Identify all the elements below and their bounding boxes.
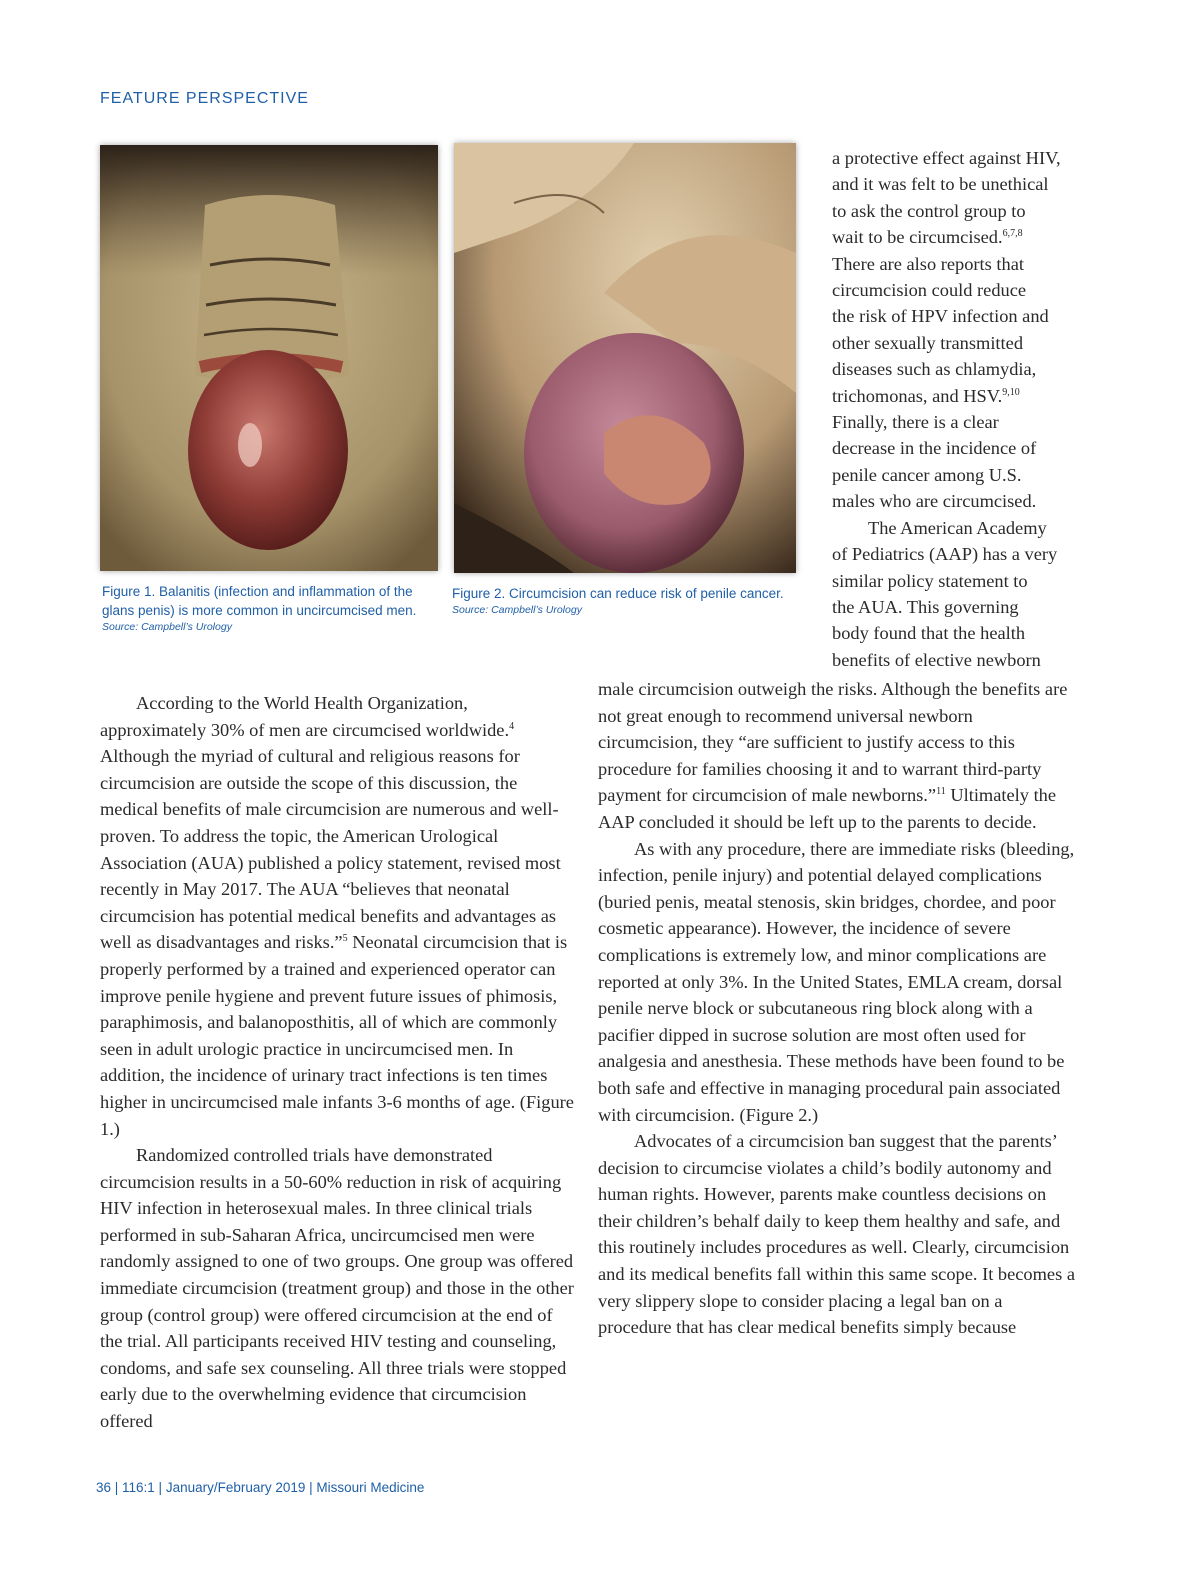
text-line: other sexually transmitted <box>832 332 1024 353</box>
text-line: There are also reports that <box>832 253 1024 274</box>
right-column <box>598 676 1076 1341</box>
text-line: of Pediatrics (AAP) has a very <box>832 544 1058 565</box>
page-footer: 36 | 116:1 | January/February 2019 | Missouri Medicine <box>96 1480 425 1495</box>
citation: 6,7,8 <box>1002 228 1023 240</box>
citation: 11 <box>936 786 946 798</box>
paragraph: Advocates of a circumcision ban suggest that the parents’ decision to circumcise violates a child’s bodily autonomy and human rights. However, parents make countless decisions on their children’s behalf daily to keep them healthy and safe, and this routinely includes procedures as well. Clearly, circumcision and its medical benefits fall within this same scope. It becomes a very slippery slope to consider placing a legal ban on a procedure that has clear medical benefits simply because <box>598 1131 1075 1338</box>
text-span: Ultimately the AAP concluded it should be left up to the parents to decide. <box>598 785 1057 832</box>
section-header: FEATURE PERSPECTIVE <box>100 90 309 107</box>
text-line: males who are circumcised. <box>832 491 1037 512</box>
text-line: diseases such as chlamydia, <box>832 359 1037 380</box>
text-line: benefits of elective newborn <box>832 649 1041 670</box>
text-line: body found that the health <box>832 623 1026 644</box>
text-span: According to the World Health Organization, approximately 30% of men are circumcised worldwide. <box>100 693 510 740</box>
figure-1-source: Source: Campbell’s Urology <box>102 621 232 633</box>
text-span: trichomonas, and HSV. <box>832 385 1003 406</box>
text-line: decrease in the incidence of <box>832 438 1037 459</box>
paragraph <box>100 690 576 1142</box>
citation: 4 <box>509 720 515 732</box>
paragraph <box>598 676 1076 836</box>
text-line: the AUA. This governing <box>832 596 1019 617</box>
text-span: Although the myriad of cultural and religious reasons for circumcision are outside the scope of this discussion, the medical benefits of male circumcision are numerous and well-proven. To address the topic, the American Urological Association (AUA) published a policy statement, revised most recently in May 2017. The AUA “believes that neonatal circumcision has potential medical benefits and advantages as well as disadvantages and risks.” <box>100 746 561 953</box>
paragraph: As with any procedure, there are immediate risks (bleeding, infection, penile injury) and potential delayed complications (buried penis, meatal stenosis, skin bridges, chordee, and poor cosmetic appearance). However, the incidence of severe complications is extremely low, and minor complications are reported at only 3%. In the United States, EMLA cream, dorsal penile nerve block or subcutaneous ring block along with a pacifier dipped in sucrose solution are most often used for analgesia and anesthesia. These methods have been found to be both safe and effective in managing procedural pain associated with circumcision. (Figure 2.) <box>598 838 1075 1125</box>
text-line: Finally, there is a clear <box>832 412 999 433</box>
text-span: wait to be circumcised. <box>832 227 1003 248</box>
text-line: circumcision could reduce <box>832 280 1027 301</box>
right-top-column <box>832 145 1082 673</box>
text-line: to ask the control group to <box>832 200 1026 221</box>
text-line: a protective effect against HIV, <box>832 148 1061 168</box>
figure-2-caption: Figure 2. Circumcision can reduce risk of penile cancer. <box>452 586 784 601</box>
text-span: male circumcision outweigh the risks. Although the benefits are not great enough to recommend universal newborn circumcision, they “are sufficient to justify access to this procedure for families choosing it and to warrant third-party payment for circumcision of male newborns.” <box>598 679 1068 806</box>
text-line <box>832 383 1082 409</box>
figure-2-source: Source: Campbell’s Urology <box>452 604 582 616</box>
text-span: Neonatal circumcision that is properly performed by a trained and experienced operator can improve penile hygiene and prevent future issues of phimosis, paraphimosis, and balanoposthitis, all of which are commonly seen in adult urologic practice in uncircumcised men. In addition, the incidence of urinary tract infections is ten times higher in uncircumcised male infants 3-6 months of age. (Figure 1.) <box>100 932 574 1139</box>
figure-1-caption: Figure 1. Balanitis (infection and inflammation of the glans penis) is more common in uncircumcised men. <box>102 584 417 618</box>
text-line <box>832 224 1082 250</box>
figure-2-image <box>454 143 796 573</box>
citation: 9,10 <box>1002 386 1020 398</box>
text-line: and it was felt to be unethical <box>832 174 1049 195</box>
citation: 5 <box>342 933 348 945</box>
paragraph: Randomized controlled trials have demonstrated circumcision results in a 50-60% reduction in risk of acquiring HIV infection in heterosexual males. In three clinical trials performed in sub-Saharan Africa, uncircumcised men were randomly assigned to one of two groups. One group was offered immediate circumcision (treatment group) and those in the other group (control group) were offered circumcision at the end of the trial. All participants received HIV testing and counseling, condoms, and safe sex counseling. All three trials were stopped early due to the overwhelming evidence that circumcision offered <box>100 1145 574 1432</box>
text-line: penile cancer among U.S. <box>832 464 1022 485</box>
text-line: The American Academy <box>868 517 1047 538</box>
text-line: the risk of HPV infection and <box>832 306 1049 327</box>
left-column <box>100 690 576 1435</box>
text-line: similar policy statement to <box>832 570 1028 591</box>
figure-1-image <box>100 145 438 571</box>
